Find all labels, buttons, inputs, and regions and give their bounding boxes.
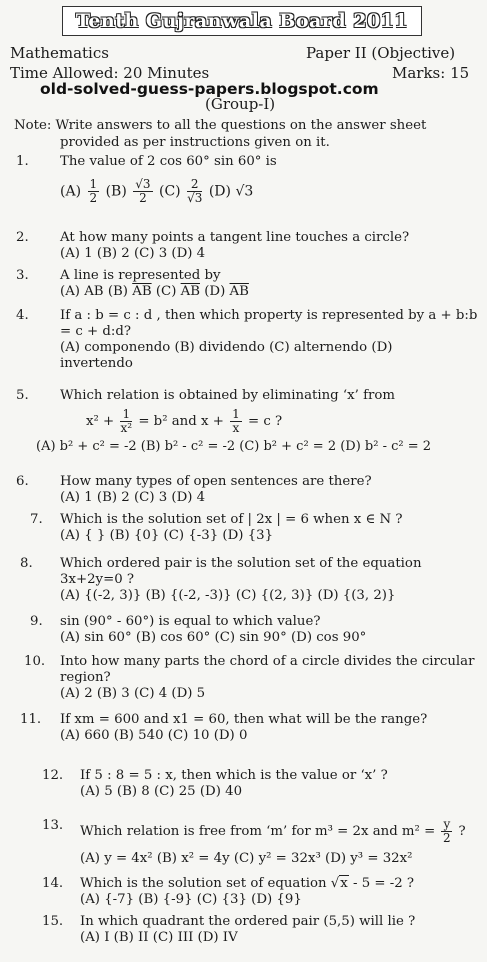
question-options: (A) {-7} (B) {-9} (C) {3} (D) {9} xyxy=(80,892,302,907)
equation-part: = c ? xyxy=(247,414,283,429)
question-options: (A) { } (B) {0} (C) {-3} (D) {3} xyxy=(60,528,274,543)
question-text: A line is represented by xyxy=(60,268,221,283)
fraction-numerator: 1 xyxy=(122,407,131,421)
question-options: (A) 2 (B) 3 (C) 4 (D) 5 xyxy=(60,686,206,701)
question-text: Which is the solution set of equation √x - 5 = -2 ? xyxy=(80,876,415,891)
option-d-label: (D) xyxy=(204,284,226,299)
subject-label: Mathematics xyxy=(10,44,109,62)
equation-fraction xyxy=(120,408,132,435)
line-notation: $\overline{AB}$ xyxy=(229,284,249,299)
question-text: Which ordered pair is the solution set of the equation xyxy=(60,556,422,571)
question-text: Which relation is obtained by eliminating ‘x’ from xyxy=(60,388,395,403)
option-a: (A) AB xyxy=(60,284,104,299)
question-number: 12. xyxy=(42,768,64,783)
question-1 xyxy=(8,154,482,205)
option-d-label: (D) xyxy=(208,183,231,200)
question-options: (A) 660 (B) 540 (C) 10 (D) 0 xyxy=(60,728,248,743)
board-title: Tenth Gujranwala Board 2011 xyxy=(75,10,409,32)
fraction-denominator: x xyxy=(232,421,240,435)
fraction-denominator: 2 xyxy=(139,191,147,205)
question-6 xyxy=(8,474,482,506)
question-text: The value of 2 cos 60° sin 60° is xyxy=(60,154,277,169)
question-text-part: Which relation is free from ‘m’ for m³ = 2x and m² = xyxy=(80,824,436,839)
fraction-numerator: y xyxy=(443,817,451,831)
question-options: (A) 1 (B) 2 (C) 3 (D) 4 xyxy=(60,490,206,505)
question-text: In which quadrant the ordered pair (5,5) will lie ? xyxy=(80,914,416,929)
question-number: 10. xyxy=(24,654,46,669)
paper-label: Paper II (Objective) xyxy=(306,44,456,62)
fraction-numerator: 1 xyxy=(89,177,98,191)
option-c-fraction xyxy=(187,178,202,205)
question-text: At how many points a tangent line touches a circle? xyxy=(60,230,410,245)
question-11 xyxy=(8,712,482,744)
question-text-part: ? xyxy=(458,824,466,839)
equation-part: x² + xyxy=(86,414,115,429)
question-fraction xyxy=(441,818,452,845)
question-8 xyxy=(8,556,482,604)
question-text-cont: region? xyxy=(60,670,111,685)
fraction-numerator: 2 xyxy=(187,178,202,192)
question-number: 7. xyxy=(30,512,43,527)
question-text: sin (90° - 60°) is equal to which value? xyxy=(60,614,321,629)
watermark-url: old-solved-guess-papers.blogspot.com xyxy=(40,80,379,98)
equation-part: = b² and x + xyxy=(138,414,224,429)
question-text: Which is the solution set of | 2x | = 6 when x ∈ N ? xyxy=(60,512,403,527)
note-line-2: provided as per instructions given on it. xyxy=(60,135,330,150)
question-options: (A) I (B) II (C) III (D) IV xyxy=(80,930,238,945)
question-text: If a : b = c : d , then which property is represented by a + b:b xyxy=(60,308,478,323)
question-options: (A) 5 (B) 8 (C) 25 (D) 40 xyxy=(80,784,243,799)
question-options: (A) y = 4x² (B) x² = 4y (C) y² = 32x³ (D) y³ = 32x² xyxy=(80,851,413,866)
question-5 xyxy=(8,388,482,455)
question-12 xyxy=(8,768,482,800)
sqrt-argument: x xyxy=(340,876,348,891)
question-options-cont: invertendo xyxy=(60,356,133,371)
question-number: 5. xyxy=(16,388,29,403)
question-number: 13. xyxy=(42,818,64,833)
question-text xyxy=(80,818,482,845)
question-options: (A) 1 (B) 2 (C) 3 (D) 4 xyxy=(60,246,206,261)
option-d-value: √3 xyxy=(235,183,254,200)
fraction-denominator: 2 xyxy=(443,831,451,845)
option-a-fraction xyxy=(88,178,100,205)
option-c-label: (C) xyxy=(159,183,181,200)
option-c-label: (C) xyxy=(155,284,177,299)
question-options xyxy=(60,284,482,300)
question-number: 1. xyxy=(16,154,29,169)
line-segment-notation: $\overline{AB}$ xyxy=(132,284,152,299)
question-number: 8. xyxy=(20,556,33,571)
question-15 xyxy=(8,914,482,946)
question-number: 6. xyxy=(16,474,29,489)
question-number: 3. xyxy=(16,268,29,283)
question-text-part: - 5 = -2 ? xyxy=(352,876,415,891)
question-13 xyxy=(8,818,482,867)
board-title-box xyxy=(62,6,422,36)
fraction-numerator: 1 xyxy=(232,407,240,421)
question-number: 2. xyxy=(16,230,29,245)
marks-label: Marks: 15 xyxy=(392,64,470,82)
question-2 xyxy=(8,230,482,262)
equation-fraction xyxy=(230,408,242,435)
question-14 xyxy=(8,876,482,908)
question-text-part: Which is the solution set of equation xyxy=(80,876,327,891)
question-number: 11. xyxy=(20,712,42,727)
option-a-label: (A) xyxy=(60,183,82,200)
question-options: (A) sin 60° (B) cos 60° (C) sin 90° (D) cos 90° xyxy=(60,630,367,645)
question-text: If 5 : 8 = 5 : x, then which is the value or ‘x’ ? xyxy=(80,768,388,783)
question-text: How many types of open sentences are there? xyxy=(60,474,372,489)
question-10 xyxy=(8,654,482,702)
fraction-denominator: 2 xyxy=(89,191,98,205)
question-equation xyxy=(86,408,482,435)
time-allowed: Time Allowed: 20 Minutes xyxy=(10,64,210,82)
question-text: If xm = 600 and x1 = 60, then what will be the range? xyxy=(60,712,428,727)
ray-notation: $\overline{AB}$ xyxy=(180,284,200,299)
question-4 xyxy=(8,308,482,372)
question-text: Into how many parts the chord of a circle divides the circular xyxy=(60,654,475,669)
question-options: (A) componendo (B) dividendo (C) alternendo (D) xyxy=(60,340,393,355)
question-number: 15. xyxy=(42,914,64,929)
option-b-label: (B) xyxy=(105,183,127,200)
fraction-numerator: √3 xyxy=(135,177,151,191)
note-line-1: Note: Write answers to all the questions on the answer sheet xyxy=(14,118,427,133)
option-b-fraction xyxy=(133,178,152,205)
question-options xyxy=(60,178,482,205)
question-7 xyxy=(8,512,482,544)
question-number: 9. xyxy=(30,614,43,629)
question-text-cont: 3x+2y=0 ? xyxy=(60,572,135,587)
question-text-cont: = c + d:d? xyxy=(60,324,132,339)
question-options: (A) b² + c² = -2 (B) b² - c² = -2 (C) b² + c² = 2 (D) b² - c² = 2 xyxy=(36,439,432,454)
question-9 xyxy=(8,614,482,646)
question-number: 14. xyxy=(42,876,64,891)
fraction-denominator: x² xyxy=(120,421,133,435)
question-3 xyxy=(8,268,482,300)
group-label: (Group-I) xyxy=(205,95,276,113)
question-options: (A) {(-2, 3)} (B) {(-2, -3)} (C) {(2, 3)} (D) {(3, 2)} xyxy=(60,588,396,603)
question-number: 4. xyxy=(16,308,29,323)
option-b-label: (B) xyxy=(107,284,128,299)
fraction-denominator: √3 xyxy=(187,191,203,205)
